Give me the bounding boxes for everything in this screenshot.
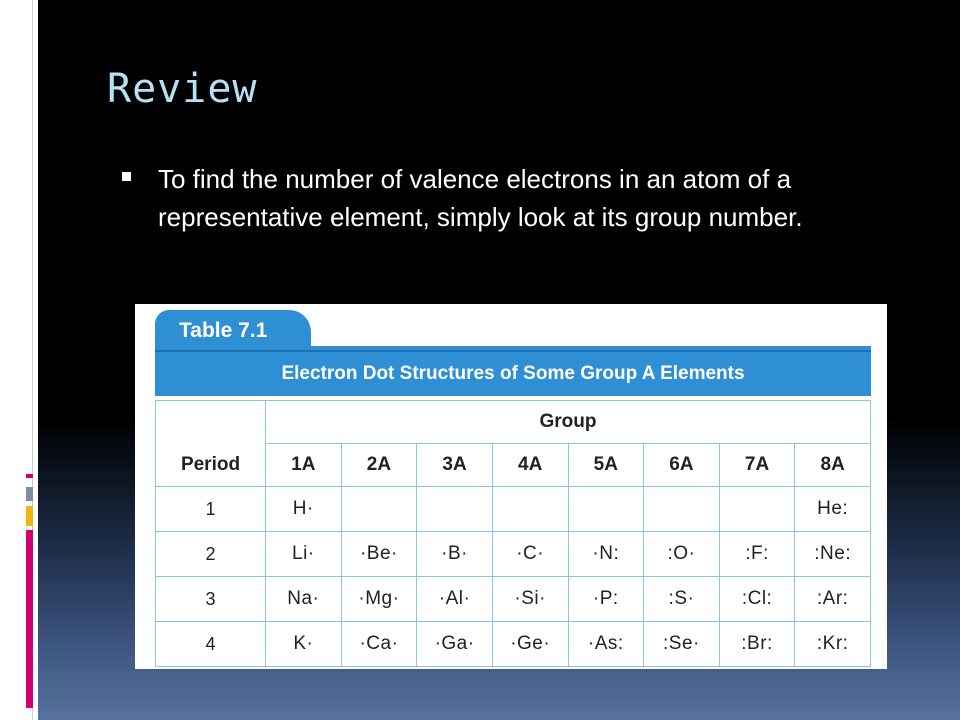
period-cell: 1 bbox=[156, 487, 266, 532]
element-cell: :O· bbox=[644, 532, 720, 577]
period-cell: 4 bbox=[156, 622, 266, 667]
element-cell: ·N: bbox=[568, 532, 644, 577]
element-cell: ·C· bbox=[492, 532, 568, 577]
element-cell: ·Be· bbox=[341, 532, 417, 577]
period-cell: 2 bbox=[156, 532, 266, 577]
element-cell: He: bbox=[795, 487, 871, 532]
element-cell: ·Mg· bbox=[341, 577, 417, 622]
decorative-block-magenta-tall bbox=[26, 530, 33, 708]
decorative-block-gray bbox=[26, 487, 33, 501]
element-cell: :Ne: bbox=[795, 532, 871, 577]
period-header: Period bbox=[156, 401, 266, 487]
group-col-header: 6A bbox=[644, 444, 720, 487]
element-cell bbox=[341, 487, 417, 532]
table-caption: Electron Dot Structures of Some Group A Elements bbox=[155, 350, 871, 396]
element-cell: ·P: bbox=[568, 577, 644, 622]
group-col-header: 5A bbox=[568, 444, 644, 487]
table-row bbox=[156, 622, 871, 667]
group-header: Group bbox=[266, 401, 871, 444]
group-col-header: 4A bbox=[492, 444, 568, 487]
element-cell: ·Ca· bbox=[341, 622, 417, 667]
period-cell: 3 bbox=[156, 577, 266, 622]
slide-title: Review bbox=[107, 66, 258, 112]
element-cell: :Kr: bbox=[795, 622, 871, 667]
decorative-block-magenta-small bbox=[26, 474, 33, 478]
group-col-header: 8A bbox=[795, 444, 871, 487]
element-cell bbox=[417, 487, 493, 532]
element-cell: Na· bbox=[266, 577, 342, 622]
element-cell: ·Ga· bbox=[417, 622, 493, 667]
table-label: Table 7.1 bbox=[155, 310, 311, 350]
table-row bbox=[156, 532, 871, 577]
bullet-item bbox=[122, 160, 912, 236]
square-bullet-icon bbox=[122, 172, 131, 181]
table-figure bbox=[135, 304, 887, 669]
group-col-header: 3A bbox=[417, 444, 493, 487]
table-row bbox=[156, 577, 871, 622]
element-cell bbox=[492, 487, 568, 532]
element-cell bbox=[568, 487, 644, 532]
group-col-header: 7A bbox=[719, 444, 795, 487]
element-cell: Li· bbox=[266, 532, 342, 577]
element-cell: :Ar: bbox=[795, 577, 871, 622]
element-cell: :S· bbox=[644, 577, 720, 622]
element-cell: :Se· bbox=[644, 622, 720, 667]
element-cell bbox=[644, 487, 720, 532]
element-cell: :Br: bbox=[719, 622, 795, 667]
group-col-header: 2A bbox=[341, 444, 417, 487]
element-cell: ·Si· bbox=[492, 577, 568, 622]
element-cell: ·B· bbox=[417, 532, 493, 577]
electron-dot-table bbox=[155, 400, 871, 667]
table-row bbox=[156, 487, 871, 532]
element-cell: ·Ge· bbox=[492, 622, 568, 667]
group-col-header: 1A bbox=[266, 444, 342, 487]
element-cell: :F: bbox=[719, 532, 795, 577]
element-cell: K· bbox=[266, 622, 342, 667]
element-cell: H· bbox=[266, 487, 342, 532]
decorative-block-yellow bbox=[26, 506, 33, 526]
bullet-text: To find the number of valence electrons in an atom of a representative element, simply look at its group number. bbox=[158, 164, 803, 232]
element-cell bbox=[719, 487, 795, 532]
element-cell: :Cl: bbox=[719, 577, 795, 622]
element-cell: ·As: bbox=[568, 622, 644, 667]
element-cell: ·Al· bbox=[417, 577, 493, 622]
